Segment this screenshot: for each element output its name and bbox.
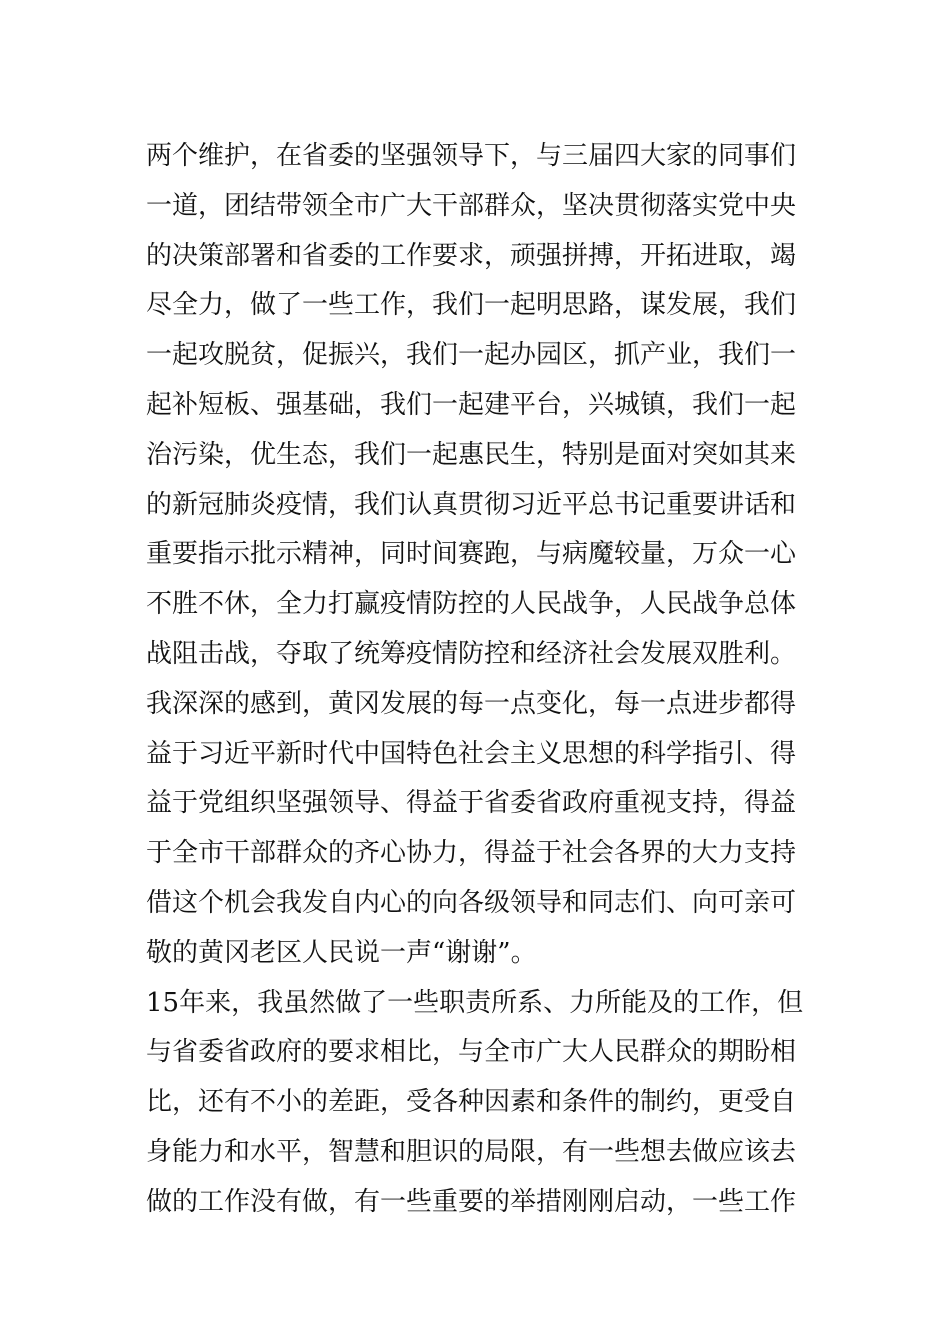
text-line: 敬的黄冈老区人民说一声“谢谢”。: [146, 937, 537, 968]
text-line: 一起攻脱贫，促振兴，我们一起办园区，抓产业，我们一: [146, 340, 797, 371]
text-line: 重要指示批示精神，同时间赛跑，与病魔较量，万众一心: [146, 539, 797, 570]
text-line: 15年来，我虽然做了一些职责所系、力所能及的工作，但: [146, 987, 804, 1018]
text-line: 我深深的感到，黄冈发展的每一点变化，每一点进步都得: [146, 688, 797, 719]
text-line: 身能力和水平，智慧和胆识的局限，有一些想去做应该去: [146, 1136, 797, 1167]
text-line: 益于党组织坚强领导、得益于省委省政府重视支持，得益: [146, 788, 797, 819]
text-line: 于全市干部群众的齐心协力，得益于社会各界的大力支持: [146, 838, 797, 869]
text-line: 治污染，优生态，我们一起惠民生，特别是面对突如其来: [146, 439, 797, 470]
text-line: 做的工作没有做，有一些重要的举措刚刚启动，一些工作: [146, 1186, 797, 1217]
text-line: 借这个机会我发自内心的向各级领导和同志们、向可亲可: [146, 887, 797, 918]
text-line: 的新冠肺炎疫情，我们认真贯彻习近平总书记重要讲话和: [146, 489, 797, 520]
text-line: 两个维护，在省委的坚强领导下，与三届四大家的同事们: [146, 141, 797, 171]
text-line: 一道，团结带领全市广大干部群众，坚决贯彻落实党中央: [146, 190, 797, 221]
text-line: 不胜不休，全力打赢疫情防控的人民战争，人民战争总体: [146, 589, 797, 620]
text-line: 尽全力，做了一些工作，我们一起明思路，谋发展，我们: [146, 290, 797, 321]
text-line: 的决策部署和省委的工作要求，顽强拼搏，开拓进取，竭: [146, 240, 797, 271]
document-body: [146, 132, 811, 1228]
text-line: 起补短板、强基础，我们一起建平台，兴城镇，我们一起: [146, 389, 797, 420]
text-line: 与省委省政府的要求相比，与全市广大人民群众的期盼相: [146, 1037, 797, 1068]
text-line: 益于习近平新时代中国特色社会主义思想的科学指引、得: [146, 738, 797, 769]
text-line: 战阻击战，夺取了统筹疫情防控和经济社会发展双胜利。: [146, 638, 797, 669]
text-line: 比，还有不小的差距，受各种因素和条件的制约，更受自: [146, 1087, 797, 1118]
